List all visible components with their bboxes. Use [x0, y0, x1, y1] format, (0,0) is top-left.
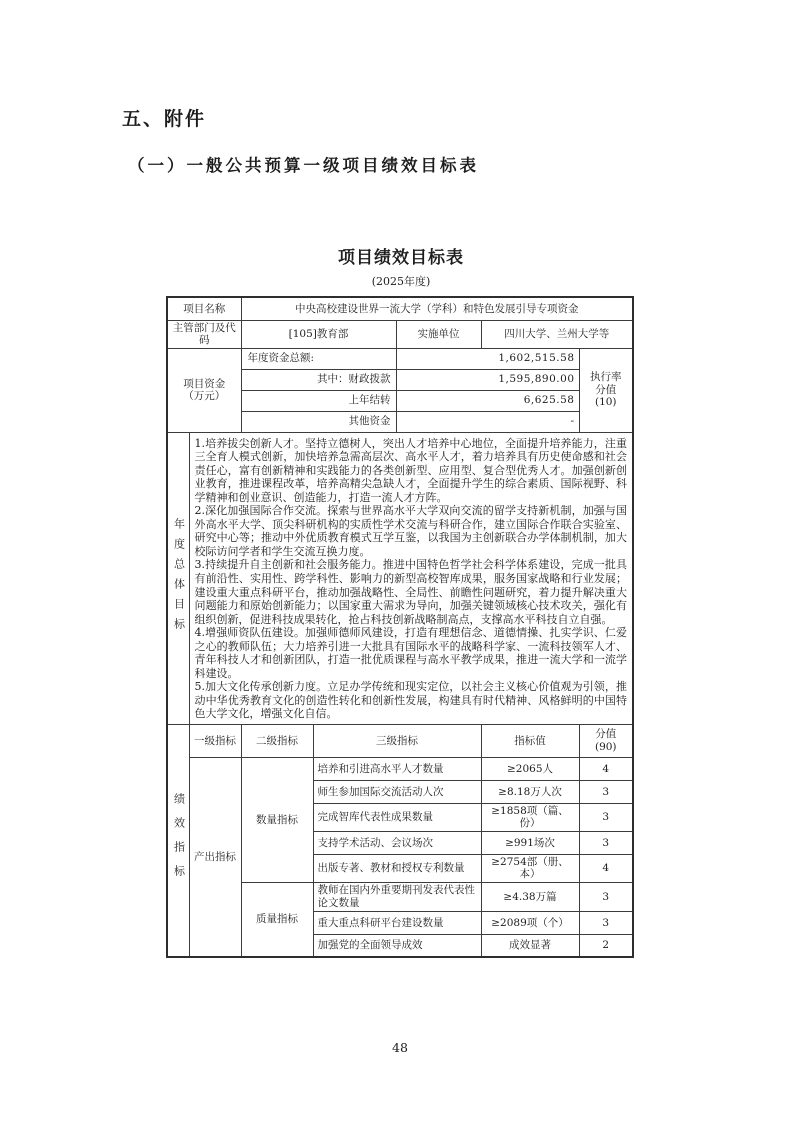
section-heading: 五、附件 [122, 109, 207, 130]
table-subtitle: (2025年度) [371, 275, 431, 288]
goal-item-5: 5.加大文化传承创新力度。立足办学传统和现实定位，以社会主义核心价值观为引领，推动中华优秀教育文化的创造性转化和创新性发展，构建具有时代精神、风格鲜明的中国特色大学文化，增强文化自信。 [194, 680, 628, 721]
indicator-name: 加强党的全面领导成效 [313, 934, 481, 957]
indicator-score: 4 [579, 854, 633, 882]
dept-value: [105]教育部 [241, 320, 396, 348]
funding-fiscal-label: 其中：财政拨款 [241, 369, 396, 390]
indicator-name: 教师在国内外重要期刊发表代表性论文数量 [313, 882, 481, 911]
indicator-score: 3 [579, 882, 633, 911]
goal-item-4: 4.增强师资队伍建设。加强师德师风建设，打造有理想信念、道德情操、扎实学识、仁爱之心的教师队伍；大力培养引进一大批具有国际水平的战略科学家、一流科技领军人才、青年科技人才和创新团队，打造一批优质课程与高水平教学成果，推进一流大学和一流学科建设。 [194, 626, 628, 680]
funding-label-line1: 项目资金 [183, 377, 226, 390]
indicator-value: ≥4.38万篇 [481, 882, 579, 911]
execution-rate-line1: 执行率 [590, 371, 622, 384]
funding-fiscal-value: 1,595,890.00 [396, 369, 579, 390]
funding-other-label: 其他资金 [241, 411, 396, 432]
indicator-score: 4 [579, 757, 633, 780]
indicator-name: 重大重点科研平台建设数量 [313, 911, 481, 934]
execution-rate-cell [579, 348, 633, 432]
row-indicators-header [167, 724, 633, 757]
funding-other-value: - [396, 411, 579, 432]
performance-target-table [166, 296, 634, 958]
funding-total-value: 1,602,515.58 [396, 348, 579, 369]
table-title: 项目绩效目标表 [338, 248, 464, 267]
funding-carryover-value: 6,625.58 [396, 390, 579, 411]
funding-total-label: 年度资金总额: [241, 348, 396, 369]
goal-item-2: 2.深化加强国际合作交流。探索与世界高水平大学双向交流的留学支持新机制，加强与国外高水平大学、顶尖科研机构的实质性学术交流与科研合作，建立国际合作联合实验室、研究中心等；推动中外优质教育模式互学互鉴，以我国为主创新联合办学体制机制，加大校际访问学者和学生交流互换力度。 [194, 504, 628, 558]
indicator-score: 3 [579, 780, 633, 803]
annual-goals-label-cell [167, 432, 189, 724]
annual-goals-text-cell [189, 432, 633, 724]
indicator-score: 3 [579, 911, 633, 934]
header-level3: 三级指标 [313, 724, 481, 757]
header-value: 指标值 [481, 724, 579, 757]
impl-unit-label: 实施单位 [396, 320, 481, 348]
indicator-score: 2 [579, 934, 633, 957]
project-name-value: 中央高校建设世界一流大学（学科）和特色发展引导专项资金 [241, 297, 633, 320]
row-funding-total [167, 348, 633, 369]
header-level1: 一级指标 [189, 724, 241, 757]
indicator-name: 师生参加国际交流活动人次 [313, 780, 481, 803]
indicator-value: ≥2754部（册、本） [481, 854, 579, 882]
header-score-line2: (90) [594, 740, 617, 753]
funding-carryover-label: 上年结转 [241, 390, 396, 411]
indicators-label-cell [167, 724, 189, 957]
indicator-value: ≥8.18万人次 [481, 780, 579, 803]
dept-label: 主管部门及代码 [167, 320, 241, 348]
row-department [167, 320, 633, 348]
indicator-value: ≥2089项（个） [481, 911, 579, 934]
indicator-row [167, 757, 633, 780]
row-annual-goals [167, 432, 633, 724]
impl-unit-value: 四川大学、兰州大学等 [481, 320, 633, 348]
subsection-heading: （一）一般公共预算一级项目绩效目标表 [128, 156, 479, 175]
level2-quantity-cell: 数量指标 [241, 757, 313, 882]
indicator-name: 培养和引进高水平人才数量 [313, 757, 481, 780]
row-project-name [167, 297, 633, 320]
indicator-name: 完成智库代表性成果数量 [313, 803, 481, 831]
header-score [579, 724, 633, 757]
level1-output-cell: 产出指标 [189, 757, 241, 957]
indicator-value: ≥991场次 [481, 831, 579, 854]
header-level2: 二级指标 [241, 724, 313, 757]
header-score-line1: 分值 [595, 728, 617, 741]
goal-item-3: 3.持续提升自主创新和社会服务能力。推进中国特色哲学社会科学体系建设，完成一批具有前沿性、实用性、跨学科性、影响力的新型高校智库成果，服务国家战略和行业发展；建设重大重点科研平台，推动加强战略性、全局性、前瞻性问题研究，着力提升解决重大问题能力和原始创新能力；以国家重大需求为导向，加强关键领域核心技术攻关，强化有组织创新，促进科技成果转化，抢占科技创新战略制高点，支撑高水平科技自立自强。 [194, 558, 628, 626]
performance-table-block [166, 243, 636, 958]
level2-quality-cell: 质量指标 [241, 882, 313, 957]
project-name-label: 项目名称 [167, 297, 241, 320]
execution-rate-line2: 分值 [595, 383, 617, 396]
goal-item-1: 1.培养拔尖创新人才。坚持立德树人，突出人才培养中心地位，全面提升培养能力，注重三全育人模式创新，加快培养急需高层次、高水平人才，着力培养具有历史使命感和社会责任心，富有创新精神和实践能力的各类创新型、应用型、复合型优秀人才。加强创新创业教育，推进课程改革，培养高精尖急缺人才，全面提升学生的综合素质、国际视野、科学精神和创业意识、创造能力，打造一流人才方阵。 [194, 436, 628, 504]
indicator-score: 3 [579, 831, 633, 854]
indicator-value: ≥1858项（篇、份） [481, 803, 579, 831]
indicator-value: 成效显著 [481, 934, 579, 957]
funding-label [167, 348, 241, 432]
page-number: 48 [392, 1040, 408, 1055]
indicator-name: 出版专著、教材和授权专利数量 [313, 854, 481, 882]
indicator-name: 支持学术活动、会议场次 [313, 831, 481, 854]
execution-rate-line3: (10) [594, 396, 617, 409]
indicator-value: ≥2065人 [481, 757, 579, 780]
indicator-score: 3 [579, 803, 633, 831]
annual-goals-label: 年度总体目标 [172, 518, 186, 639]
indicators-label: 绩效指标 [172, 792, 186, 889]
funding-label-line2: （万元） [183, 390, 226, 402]
